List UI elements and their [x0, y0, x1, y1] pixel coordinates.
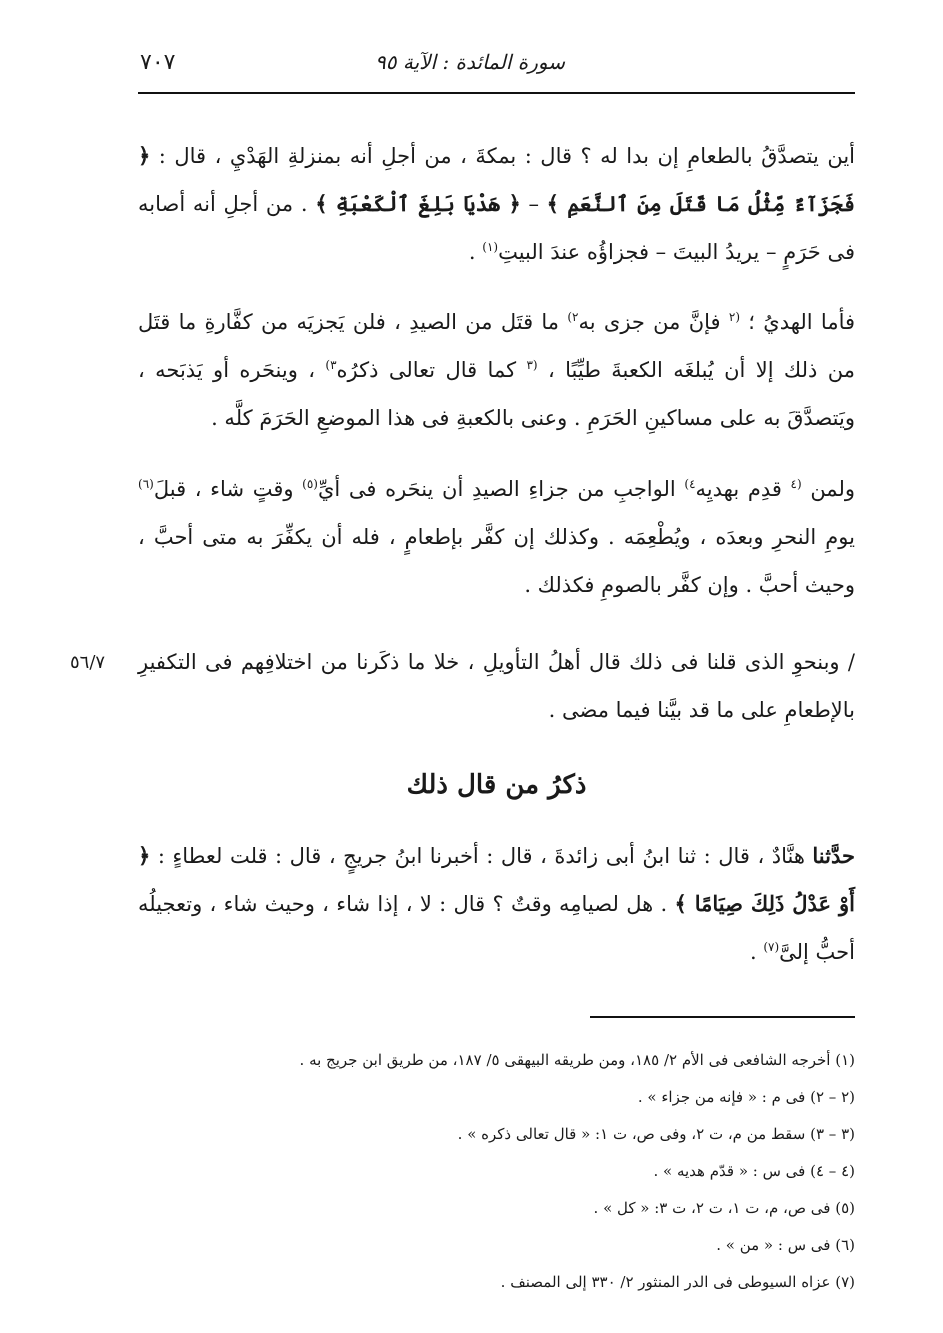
footnote-marker: ٤) — [684, 477, 696, 491]
text-run: . من أجلِ أنه أصابه فى حَرَمٍ – يريدُ البيتَ – فجزاؤُه عندَ البيتِ — [138, 192, 855, 264]
text-run: . هل لصيامِه وقتٌ ؟ قال : لا ، إذا شاء ، وحيث شاء ، وتعجيلُه أحبُّ إلىَّ — [138, 892, 855, 964]
paragraph-text — [138, 132, 855, 276]
footnote-rule — [590, 1016, 855, 1018]
text-run: ما قتَل من الصيدِ ، فلن يَجزيَه من كفَّارةِ ما قتَل من ذلك إلا أن يُبلغَه الكعبةَ طيِّبًا ، — [138, 310, 855, 382]
quran-quote: ﴿ فَجَزَآءٌ مِّثْلُ مَا قَتَلَ مِنَ ٱلنَّعَمِ ﴾ — [138, 143, 856, 216]
page-number: ٧٠٧ — [140, 50, 176, 75]
footnote-marker: (٣ — [526, 358, 538, 372]
paragraph-2 — [138, 298, 855, 442]
text-run: قدِم بهديِه — [695, 477, 791, 501]
narration-paragraph — [138, 832, 855, 976]
running-header-title: سورة المائدة : الآية ٩٥ — [375, 50, 565, 74]
text-run: فأما الهديُ ؛ — [740, 310, 856, 334]
text-run: ولمن — [801, 477, 855, 501]
narration-lead: حدَّثنا — [812, 843, 855, 868]
paragraph-1 — [138, 132, 855, 276]
footnote-4: (٤ – ٤) فى س : « قدّم هديه » . — [653, 1162, 855, 1180]
text-run: الواجبِ من جزاءِ الصيدِ أن ينحَره فى أيِّ — [317, 477, 685, 501]
text-run: . — [749, 940, 764, 964]
header-rule — [138, 92, 855, 94]
text-run: – — [520, 192, 547, 216]
footnote-2: (٢ – ٢) فى م : « فإنه من جزاء » . — [637, 1088, 855, 1106]
text-run: أين يتصدَّقُ بالطعامِ إن بدا له ؟ قال : بمكةَ ، من أجلِ أنه بمنزلةِ الهَدْيِ ، قال : — [150, 144, 855, 168]
footnote-marker: (٢ — [728, 310, 740, 324]
paragraph-text — [138, 465, 855, 609]
narration-text — [138, 832, 855, 976]
footnote-5: (٥) فى ص، م، ت ١، ت ٢، ت ٣: « كل » . — [593, 1199, 855, 1217]
text-run: فإنَّ من جزى به — [578, 310, 729, 334]
text-run: ، وينحَره أو يَذبَحه ، ويَتصدَّقَ به على مساكينِ الحَرَمِ . وعنى بالكعبةِ فى هذا الموضعِ الحَرَمَ كلَّه . — [138, 358, 855, 430]
footnote-7: (٧) عزاه السيوطى فى الدر المنثور ٢/ ٣٣٠ إلى المصنف . — [500, 1273, 855, 1291]
text-run: . — [468, 240, 483, 264]
text-run: هنَّادٌ ، قال : ثنا ابنُ أبى زائدةَ ، قال : أخبرنا ابنُ جريجٍ ، قال : قلت لعطاءٍ : — [150, 844, 813, 868]
footnote-marker: (١) — [482, 240, 499, 254]
footnote-marker: ٢) — [567, 310, 579, 324]
text-run: يومِ النحرِ وبعدَه ، ويُطْعِمَه . وكذلك إن كفَّر بإطعامٍ ، فله أن يكفِّرَ به متى أحبَّ ، وحيث أحبَّ . وإن كفَّر بالصومِ فكذلك . — [138, 525, 855, 597]
paragraph-text — [138, 638, 855, 734]
paragraph-4 — [138, 638, 855, 734]
footnote-marker: (٧) — [763, 940, 780, 954]
footnote-marker: ٣) — [325, 358, 337, 372]
paragraph-text — [138, 298, 855, 442]
footnotes — [138, 1042, 855, 1301]
text-run: وقتٍ شاء ، قبلَ — [153, 477, 303, 501]
footnote-marker: (٤ — [790, 477, 802, 491]
footnote-marker: (٦) — [138, 477, 154, 491]
quran-quote: ﴿ هَدْيَا بَلِغَ ٱلْكَعْبَةِ ﴾ — [315, 191, 521, 216]
footnote-3: (٣ – ٣) سقط من م، ت ٢، وفى ص، ت ١: « قال تعالى ذكره » . — [457, 1125, 855, 1143]
text-run: كما قال تعالى ذكرُه — [336, 358, 527, 382]
footnote-marker: (٥) — [302, 477, 318, 491]
footnote-6: (٦) فى س : « من » . — [716, 1236, 855, 1254]
text-run: / وبنحوِ الذى قلنا فى ذلك قال أهلُ التأويلِ ، خلا ما ذكَرنا من اختلافِهم فى التكفيرِ بالإطعامِ على ما قد بيَّنا فيما مضى . — [138, 650, 855, 722]
paragraph-3 — [138, 465, 855, 609]
margin-volume-page-note: ٥٦/٧ — [70, 652, 106, 673]
footnote-1: (١) أخرجه الشافعى فى الأم ٢/ ١٨٥، ومن طريقه البيهقى ٥/ ١٨٧، من طريق ابن جريج به . — [299, 1051, 855, 1069]
quran-quote: ﴿ أَوْ عَدْلُ ذَلِكَ صِيَامًا ﴾ — [138, 843, 856, 916]
section-heading: ذكرُ من قال ذلك — [406, 770, 587, 800]
